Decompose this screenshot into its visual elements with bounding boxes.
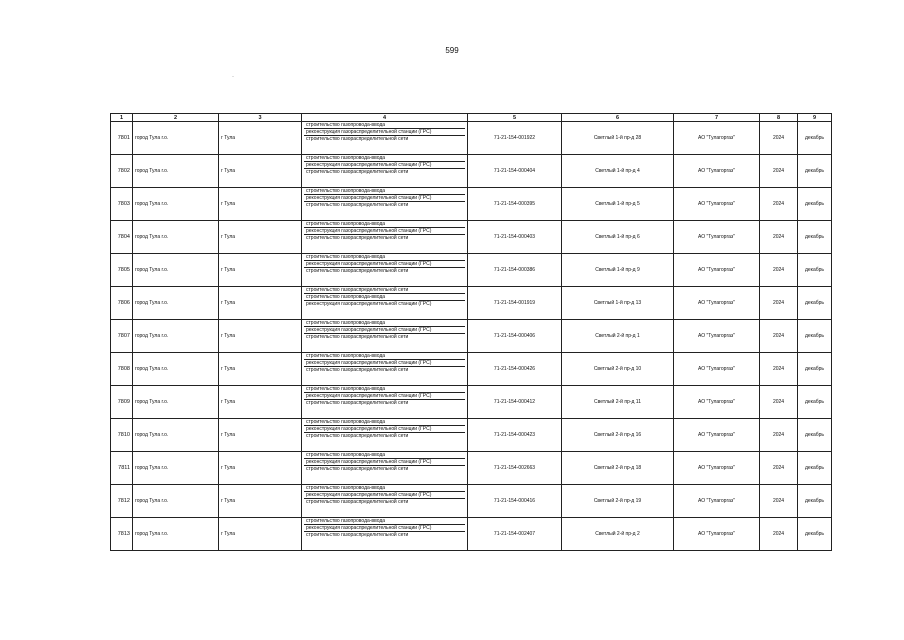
work-item: строительство газопровода-ввода <box>306 518 386 524</box>
work-item: реконструкция газораспределительной станции (ГРС) <box>304 161 465 168</box>
work-item: реконструкция газораспределительной станции (ГРС) <box>304 227 465 234</box>
row-number: 7809 <box>111 386 133 419</box>
works-cell <box>302 287 468 320</box>
work-item: строительство газораспределительной сети <box>304 498 465 505</box>
address-cell: Светлый 1-й пр-д 9 <box>562 254 674 287</box>
month-cell: декабрь <box>798 122 832 155</box>
col-header-8: 8 <box>760 114 798 122</box>
year-cell: 2024 <box>760 452 798 485</box>
address-cell: Светлый 1-й пр-д 6 <box>562 221 674 254</box>
object-code-cell: 71-21-154-000416 <box>468 485 562 518</box>
locality-cell: г Тула <box>219 155 302 188</box>
operator-cell: АО "Тулагоргаз" <box>674 320 760 353</box>
works-cell <box>302 155 468 188</box>
row-number: 7801 <box>111 122 133 155</box>
month-cell: декабрь <box>798 188 832 221</box>
work-item: строительство газораспределительной сети <box>304 135 465 142</box>
operator-cell: АО "Тулагоргаз" <box>674 518 760 551</box>
object-code-cell: 71-21-154-001922 <box>468 122 562 155</box>
year-cell: 2024 <box>760 386 798 419</box>
works-cell <box>302 518 468 551</box>
municipality-cell: город Тула г.о. <box>133 320 219 353</box>
municipality-cell: город Тула г.о. <box>133 254 219 287</box>
table-row <box>111 155 832 188</box>
address-cell: Светлый 2-й пр-д 18 <box>562 452 674 485</box>
work-item: строительство газораспределительной сети <box>304 234 465 241</box>
address-cell: Светлый 2-й пр-д 2 <box>562 518 674 551</box>
work-item: реконструкция газораспределительной станции (ГРС) <box>304 128 465 135</box>
works-cell <box>302 386 468 419</box>
locality-cell: г Тула <box>219 122 302 155</box>
table-row <box>111 518 832 551</box>
operator-cell: АО "Тулагоргаз" <box>674 122 760 155</box>
table-row <box>111 353 832 386</box>
municipality-cell: город Тула г.о. <box>133 155 219 188</box>
year-cell: 2024 <box>760 518 798 551</box>
row-number: 7804 <box>111 221 133 254</box>
work-item: реконструкция газораспределительной станции (ГРС) <box>304 524 465 531</box>
works-cell <box>302 254 468 287</box>
locality-cell: г Тула <box>219 518 302 551</box>
work-item: строительство газопровода-ввода <box>306 188 386 194</box>
work-item: строительство газопровода-ввода <box>306 320 386 326</box>
operator-cell: АО "Тулагоргаз" <box>674 287 760 320</box>
work-item: строительство газопровода-ввода <box>306 485 386 491</box>
col-header-4: 4 <box>302 114 468 122</box>
address-cell: Светлый 2-й пр-д 10 <box>562 353 674 386</box>
works-cell <box>302 188 468 221</box>
month-cell: декабрь <box>798 353 832 386</box>
table-row <box>111 254 832 287</box>
address-cell: Светлый 2-й пр-д 1 <box>562 320 674 353</box>
work-item: строительство газопровода-ввода <box>304 293 465 300</box>
table-row <box>111 320 832 353</box>
table-row <box>111 386 832 419</box>
operator-cell: АО "Тулагоргаз" <box>674 452 760 485</box>
row-number: 7810 <box>111 419 133 452</box>
work-item: строительство газораспределительной сети <box>304 465 465 472</box>
year-cell: 2024 <box>760 419 798 452</box>
locality-cell: г Тула <box>219 287 302 320</box>
work-item: строительство газопровода-ввода <box>306 419 386 425</box>
month-cell: декабрь <box>798 386 832 419</box>
operator-cell: АО "Тулагоргаз" <box>674 485 760 518</box>
table-body <box>111 122 832 551</box>
object-code-cell: 71-21-154-002407 <box>468 518 562 551</box>
municipality-cell: город Тула г.о. <box>133 419 219 452</box>
object-code-cell: 71-21-154-000395 <box>468 188 562 221</box>
object-code-cell: 71-21-154-000426 <box>468 353 562 386</box>
month-cell: декабрь <box>798 320 832 353</box>
gasification-table <box>110 113 832 551</box>
works-cell <box>302 221 468 254</box>
address-cell: Светлый 1-й пр-д 5 <box>562 188 674 221</box>
work-item: строительство газораспределительной сети <box>304 267 465 274</box>
month-cell: декабрь <box>798 155 832 188</box>
header-row <box>111 114 832 122</box>
year-cell: 2024 <box>760 485 798 518</box>
municipality-cell: город Тула г.о. <box>133 221 219 254</box>
address-cell: Светлый 1-й пр-д 13 <box>562 287 674 320</box>
object-code-cell: 71-21-154-000412 <box>468 386 562 419</box>
col-header-9: 9 <box>798 114 832 122</box>
municipality-cell: город Тула г.о. <box>133 188 219 221</box>
work-item: строительство газораспределительной сети <box>304 531 465 538</box>
object-code-cell: 71-21-154-000403 <box>468 221 562 254</box>
object-code-cell: 71-21-154-000406 <box>468 320 562 353</box>
row-number: 7805 <box>111 254 133 287</box>
month-cell: декабрь <box>798 452 832 485</box>
year-cell: 2024 <box>760 188 798 221</box>
row-number: 7811 <box>111 452 133 485</box>
work-item: реконструкция газораспределительной станции (ГРС) <box>304 359 465 366</box>
operator-cell: АО "Тулагоргаз" <box>674 188 760 221</box>
year-cell: 2024 <box>760 287 798 320</box>
municipality-cell: город Тула г.о. <box>133 122 219 155</box>
work-item: строительство газораспределительной сети <box>306 287 409 293</box>
work-item: реконструкция газораспределительной станции (ГРС) <box>304 194 465 201</box>
locality-cell: г Тула <box>219 452 302 485</box>
works-cell <box>302 320 468 353</box>
work-item: реконструкция газораспределительной станции (ГРС) <box>304 425 465 432</box>
locality-cell: г Тула <box>219 188 302 221</box>
address-cell: Светлый 1-й пр-д 28 <box>562 122 674 155</box>
col-header-3: 3 <box>219 114 302 122</box>
work-item: строительство газораспределительной сети <box>304 333 465 340</box>
scan-speck: · <box>232 74 234 80</box>
locality-cell: г Тула <box>219 419 302 452</box>
table-row <box>111 287 832 320</box>
work-item: строительство газораспределительной сети <box>304 432 465 439</box>
year-cell: 2024 <box>760 122 798 155</box>
row-number: 7807 <box>111 320 133 353</box>
work-item: строительство газопровода-ввода <box>306 122 386 128</box>
month-cell: декабрь <box>798 518 832 551</box>
work-item: строительство газопровода-ввода <box>306 386 386 392</box>
year-cell: 2024 <box>760 254 798 287</box>
col-header-2: 2 <box>133 114 219 122</box>
work-item: строительство газопровода-ввода <box>306 452 386 458</box>
works-cell <box>302 419 468 452</box>
col-header-7: 7 <box>674 114 760 122</box>
year-cell: 2024 <box>760 320 798 353</box>
municipality-cell: город Тула г.о. <box>133 518 219 551</box>
month-cell: декабрь <box>798 287 832 320</box>
municipality-cell: город Тула г.о. <box>133 485 219 518</box>
work-item: строительство газораспределительной сети <box>304 168 465 175</box>
work-item: строительство газопровода-ввода <box>306 353 386 359</box>
municipality-cell: город Тула г.о. <box>133 386 219 419</box>
locality-cell: г Тула <box>219 254 302 287</box>
row-number: 7812 <box>111 485 133 518</box>
col-header-5: 5 <box>468 114 562 122</box>
work-item: строительство газораспределительной сети <box>304 399 465 406</box>
work-item: реконструкция газораспределительной станции (ГРС) <box>304 300 465 307</box>
locality-cell: г Тула <box>219 386 302 419</box>
table-row <box>111 452 832 485</box>
row-number: 7803 <box>111 188 133 221</box>
work-item: строительство газораспределительной сети <box>304 366 465 373</box>
object-code-cell: 71-21-154-002663 <box>468 452 562 485</box>
locality-cell: г Тула <box>219 221 302 254</box>
address-cell: Светлый 1-й пр-д 4 <box>562 155 674 188</box>
work-item: реконструкция газораспределительной станции (ГРС) <box>304 491 465 498</box>
work-item: строительство газопровода-ввода <box>306 155 386 161</box>
work-item: строительство газопровода-ввода <box>306 254 386 260</box>
table-row <box>111 221 832 254</box>
col-header-6: 6 <box>562 114 674 122</box>
row-number: 7802 <box>111 155 133 188</box>
works-cell <box>302 485 468 518</box>
works-cell <box>302 353 468 386</box>
address-cell: Светлый 2-й пр-д 16 <box>562 419 674 452</box>
table-row <box>111 188 832 221</box>
month-cell: декабрь <box>798 221 832 254</box>
municipality-cell: город Тула г.о. <box>133 452 219 485</box>
month-cell: декабрь <box>798 485 832 518</box>
work-item: реконструкция газораспределительной станции (ГРС) <box>304 392 465 399</box>
municipality-cell: город Тула г.о. <box>133 353 219 386</box>
year-cell: 2024 <box>760 221 798 254</box>
year-cell: 2024 <box>760 155 798 188</box>
page-number: 599 <box>445 46 459 55</box>
work-item: реконструкция газораспределительной станции (ГРС) <box>304 458 465 465</box>
operator-cell: АО "Тулагоргаз" <box>674 221 760 254</box>
row-number: 7806 <box>111 287 133 320</box>
operator-cell: АО "Тулагоргаз" <box>674 254 760 287</box>
locality-cell: г Тула <box>219 353 302 386</box>
object-code-cell: 71-21-154-001919 <box>468 287 562 320</box>
work-item: строительство газораспределительной сети <box>304 201 465 208</box>
work-item: реконструкция газораспределительной станции (ГРС) <box>304 260 465 267</box>
operator-cell: АО "Тулагоргаз" <box>674 155 760 188</box>
operator-cell: АО "Тулагоргаз" <box>674 386 760 419</box>
operator-cell: АО "Тулагоргаз" <box>674 419 760 452</box>
month-cell: декабрь <box>798 254 832 287</box>
municipality-cell: город Тула г.о. <box>133 287 219 320</box>
row-number: 7813 <box>111 518 133 551</box>
table-row <box>111 419 832 452</box>
work-item: реконструкция газораспределительной станции (ГРС) <box>304 326 465 333</box>
row-number: 7808 <box>111 353 133 386</box>
locality-cell: г Тула <box>219 485 302 518</box>
object-code-cell: 71-21-154-000423 <box>468 419 562 452</box>
operator-cell: АО "Тулагоргаз" <box>674 353 760 386</box>
object-code-cell: 71-21-154-000404 <box>468 155 562 188</box>
works-cell <box>302 122 468 155</box>
locality-cell: г Тула <box>219 320 302 353</box>
address-cell: Светлый 2-й пр-д 19 <box>562 485 674 518</box>
table-row <box>111 485 832 518</box>
col-header-1: 1 <box>111 114 133 122</box>
works-cell <box>302 452 468 485</box>
work-item: строительство газопровода-ввода <box>306 221 386 227</box>
object-code-cell: 71-21-154-000386 <box>468 254 562 287</box>
year-cell: 2024 <box>760 353 798 386</box>
month-cell: декабрь <box>798 419 832 452</box>
table-row <box>111 122 832 155</box>
address-cell: Светлый 2-й пр-д 11 <box>562 386 674 419</box>
